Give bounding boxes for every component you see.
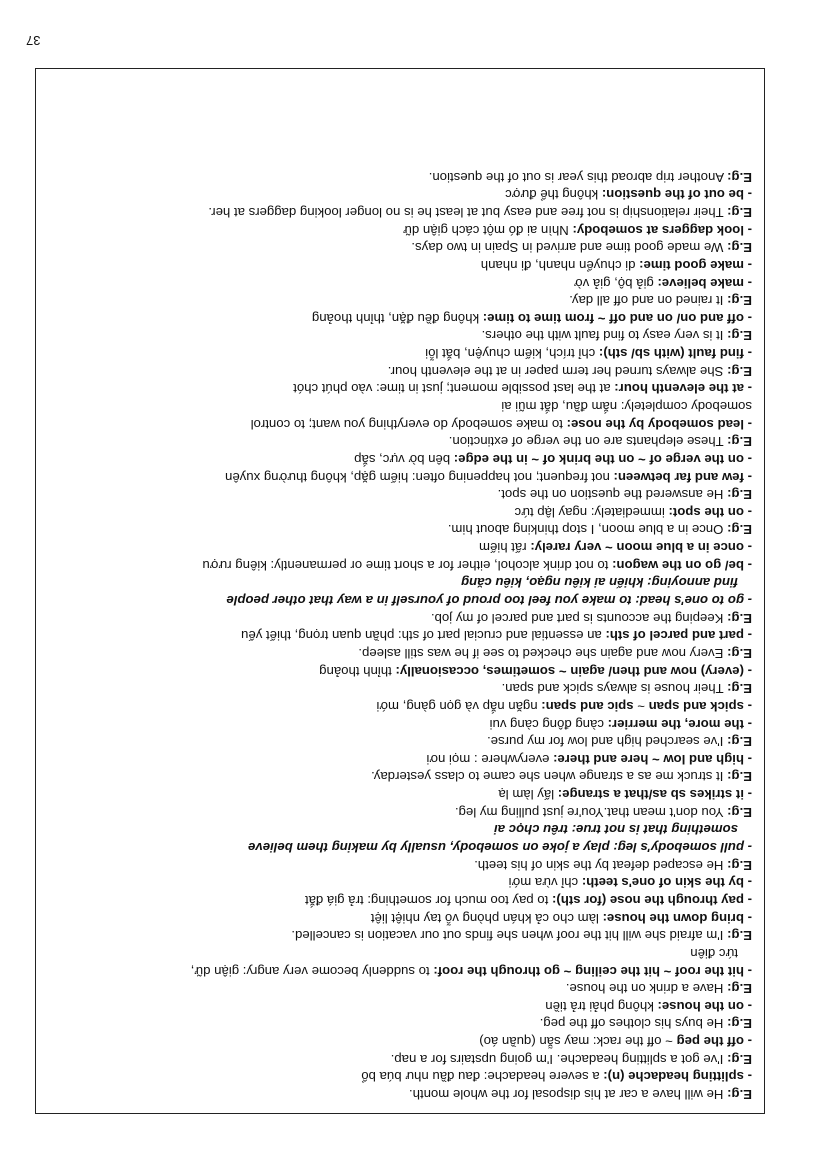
term: - off the peg: [676, 1034, 752, 1050]
definition: làm cho cả khán phòng vỗ tay nhiệt liệt: [370, 910, 603, 926]
term: - bring down the house:: [602, 910, 752, 926]
term: - few and far between:: [613, 469, 752, 485]
term: E.g:: [727, 1087, 752, 1102]
term: E.g:: [727, 328, 752, 344]
term: - lead somebody by the nose:: [566, 416, 752, 432]
term: - it strikes sb as/that a strange:: [557, 787, 752, 803]
definition: không thể được: [505, 187, 602, 203]
text-line: [48, 521, 752, 539]
text-line: [48, 768, 752, 786]
definition: ~ off the rack: may sẵn (quần áo): [479, 1034, 677, 1050]
term: - look daggers at somebody:: [572, 222, 752, 238]
term: E.g:: [727, 1016, 752, 1032]
definition: I'm afraid she will hit the roof when she finds out our vacation is cancelled.: [291, 928, 728, 944]
definition: These elephants are on the verge of extinction.: [448, 434, 728, 450]
definition: everywhere : mọi nơi: [426, 751, 554, 767]
text-line: [48, 292, 752, 310]
definition: a severe headache: đau đầu như búa bổ: [361, 1069, 604, 1085]
term: - on the spot:: [668, 504, 752, 520]
text-line: [48, 750, 752, 768]
text-line: [48, 556, 752, 574]
text-line: [48, 433, 752, 451]
definition: It rained on and off all day.: [569, 293, 728, 309]
term: E.g:: [727, 204, 752, 220]
text-line: [48, 1015, 752, 1033]
definition: Every now and again she checked to see if he was still asleep.: [358, 645, 728, 661]
text-line: [48, 1085, 752, 1103]
definition: It is very easy to find fault with the others.: [481, 328, 728, 344]
text-line: [48, 309, 752, 327]
term: - off and on/ on and off ~ from time to time:: [482, 310, 752, 326]
definition: He escaped defeat by the skin of his teeth.: [474, 857, 728, 873]
text-line: [48, 450, 752, 468]
term: E.g:: [727, 487, 752, 503]
term: E.g:: [727, 681, 752, 697]
text-line: [48, 909, 752, 927]
definition: He buys his clothes off the peg.: [539, 1016, 728, 1032]
term: - on the verge of ~ on the brink of ~ in the edge:: [453, 451, 752, 467]
text-line: [48, 468, 752, 486]
text-line: [48, 803, 752, 821]
text-line: [48, 697, 752, 715]
definition: di chuyển nhanh, đi nhanh: [480, 257, 640, 273]
term: - hit the roof ~ hit the ceiling ~ go through the roof:: [433, 963, 752, 979]
definition: He will have a car at his disposal for the whole month.: [408, 1087, 728, 1102]
term: - splitting headache (n):: [603, 1069, 752, 1085]
text-line: [48, 539, 752, 557]
text-line: [48, 1050, 752, 1068]
term: - part and parcel of sth:: [605, 628, 752, 644]
term: E.g:: [727, 645, 752, 661]
text-line: [48, 186, 752, 204]
text-line: [48, 980, 752, 998]
definition: không phải trả tiền: [545, 998, 658, 1014]
definition: ngăn nắp và gọn gàng, mới: [376, 698, 542, 714]
definition: an essential and crucial part of sth: phần quan trọng, thiết yếu: [241, 628, 606, 644]
term: - make believe:: [657, 275, 752, 291]
term: E.g:: [727, 434, 752, 450]
text-line: [48, 256, 752, 274]
text-line: [48, 627, 752, 645]
text-line: [48, 503, 752, 521]
text-line: [48, 362, 752, 380]
text-line: [48, 962, 752, 980]
definition: something that is not true: trêu chọc ai: [494, 822, 738, 838]
definition: rất hiếm: [478, 540, 531, 556]
term: E.g:: [727, 363, 752, 379]
term: E.g:: [727, 769, 752, 785]
text-line: [48, 715, 752, 733]
term: E.g:: [727, 522, 752, 538]
term: E.g:: [727, 610, 752, 626]
definition: find annoying:: [647, 575, 738, 591]
text-line: [48, 221, 752, 239]
definition: immediately: ngay lập tức: [514, 504, 669, 520]
definition: thỉnh thoảng: [319, 663, 396, 679]
definition: càng đông càng vui: [489, 716, 608, 732]
definition: giả bộ, giả vờ: [574, 275, 658, 291]
term: E.g:: [727, 240, 752, 256]
term: - once in a blue moon ~ very rarely:: [530, 540, 752, 556]
text-line: [48, 997, 752, 1015]
term: - make good time:: [639, 257, 752, 273]
definition: Keeping the accounts is part and parcel of my job.: [430, 610, 728, 626]
definition: tức điên: [690, 945, 738, 961]
text-line: [48, 644, 752, 662]
text-line: [48, 344, 752, 362]
text-line: [48, 397, 752, 415]
text-line: [48, 733, 752, 751]
text-line: [48, 574, 752, 592]
definition: chỉ trích, kiếm chuyện, bắt lỗi: [425, 346, 599, 362]
text-line: [48, 327, 752, 345]
definition: to not drink alcohol, either for a short time or permanently: kiêng rượu: [202, 557, 613, 573]
page-number: 37: [26, 33, 41, 48]
definition: Their house is always spick and span.: [501, 681, 728, 697]
definition: to make somebody do everything you want; to control: [250, 416, 567, 432]
term: E.g:: [727, 857, 752, 873]
definition: It struck me as a strange when she came to class yesterday.: [371, 769, 728, 785]
definition: Have a drink on the house.: [565, 981, 728, 997]
term: E.g:: [727, 1051, 752, 1067]
text-line: [48, 662, 752, 680]
text-line: [48, 486, 752, 504]
text-line: [48, 785, 752, 803]
term: - spick and span: [648, 698, 752, 714]
text-line: [48, 874, 752, 892]
term: E.g:: [727, 293, 752, 309]
text-line: [48, 838, 752, 856]
definition: I've searched high and low for my purse.: [487, 734, 728, 750]
term: - be/ go on the wagon:: [612, 557, 752, 573]
term: - high and low ~ here and there:: [553, 751, 752, 767]
definition: Their relationship is not free and easy but at least he is no longer looking daggers at her.: [208, 204, 728, 220]
definition: - pull somebody's leg: play a joke on somebody, usually by making them believe: [248, 840, 752, 856]
text-line: [48, 274, 752, 292]
text-line: [48, 609, 752, 627]
definition: bên bờ vực, sắp: [354, 451, 454, 467]
content-box: [35, 68, 765, 1114]
term: E.g:: [727, 928, 752, 944]
definition: lấy làm lạ: [498, 787, 558, 803]
term: - by the skin of one's teeth:: [581, 875, 752, 891]
definition: We made good time and arrived in Spain in two days.: [411, 240, 728, 256]
text-line: [48, 944, 752, 962]
text-line: [48, 380, 752, 398]
definition: không đều đặn, thỉnh thoảng: [311, 310, 483, 326]
text-line: [48, 856, 752, 874]
definition: Once in a blue moon, I stop thinking about him.: [447, 522, 728, 538]
term: - at the eleventh hour:: [614, 381, 752, 397]
term: - find fault (with sb/ sth):: [598, 346, 752, 362]
term: - on the house:: [657, 998, 752, 1014]
text-line: [48, 239, 752, 257]
text-line: [48, 168, 752, 186]
text-line: [48, 1032, 752, 1050]
definition: Nhìn ai đó một cách giận dữ: [403, 222, 573, 238]
text-line: [48, 1068, 752, 1086]
definition: to pay too much for something: trả giá đắt: [304, 892, 552, 908]
definition: He answered the question on the spot.: [497, 487, 728, 503]
text-line: [48, 891, 752, 909]
text-line: [48, 415, 752, 433]
term: - be out of the question:: [601, 187, 752, 203]
term: E.g:: [727, 734, 752, 750]
definition: chỉ vừa mới: [508, 875, 582, 891]
definition: to suddenly become very angry: giận dữ,: [190, 963, 434, 979]
term: spic and span:: [541, 698, 634, 714]
term: E.g:: [727, 169, 752, 185]
term: E.g:: [727, 981, 752, 997]
definition: - go to one's head: to make you feel too proud of yourself in a way that other people: [226, 593, 752, 609]
definition: She always turned her term paper in at the eleventh hour.: [387, 363, 728, 379]
term: - pay through the nose (for sth):: [552, 892, 752, 908]
text-line: [48, 680, 752, 698]
definition: Another trip abroad this year is out of the question.: [428, 169, 728, 185]
definition: I've got a splitting headache. I'm going upstairs for a nap.: [390, 1051, 728, 1067]
definition: khiến ai kiêu ngạo, kiêu căng: [461, 575, 648, 591]
text-line: [48, 821, 752, 839]
text-line: [48, 203, 752, 221]
definition: ~: [633, 698, 649, 714]
term: - (every) now and then/ again ~ sometimes, occasionally:: [395, 663, 752, 679]
text-line: [48, 927, 752, 945]
term: - the more, the merrier:: [607, 716, 752, 732]
definition: not frequent; not happening often: hiếm gặp, không thường xuyên: [225, 469, 614, 485]
term: E.g:: [727, 804, 752, 820]
text-line: [48, 591, 752, 609]
definition: somebody completely: nắm đầu, dắt mũi ai: [501, 399, 752, 415]
definition: at the last possible moment; just in time: vào phút chót: [293, 381, 615, 397]
definition: You don't mean that.You're just pulling my leg.: [454, 804, 728, 820]
